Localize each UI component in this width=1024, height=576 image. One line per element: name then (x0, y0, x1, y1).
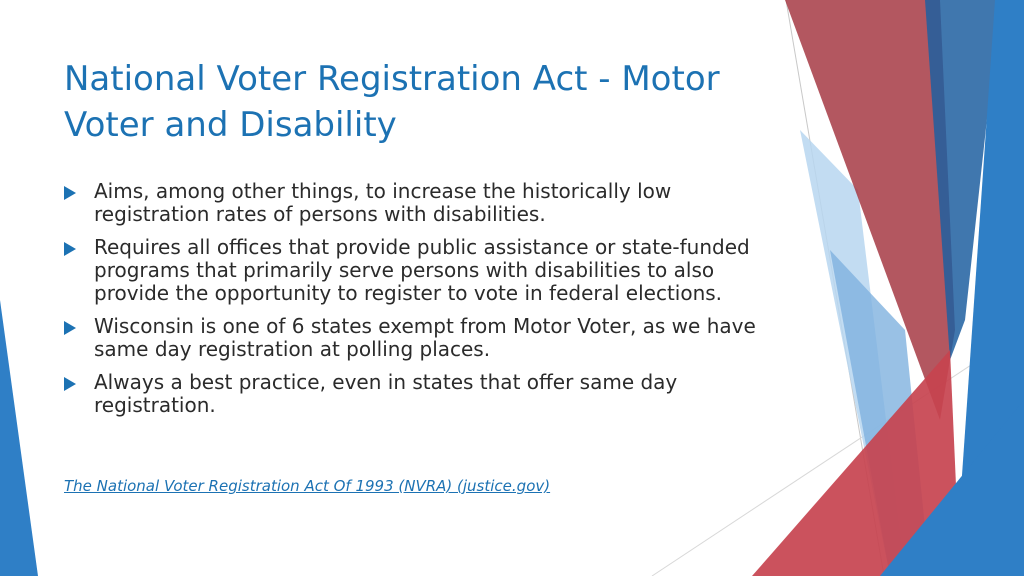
bullet-item (64, 371, 764, 417)
slide-title: National Voter Registration Act - Motor Voter and Disability (64, 59, 720, 145)
triangle-bullet-icon (64, 186, 76, 200)
bullet-text: Requires all offices that provide public assistance or state-funded programs that primarily serve persons with disabilities to also provide the opportunity to register to vote in federal elections. (94, 235, 750, 305)
bullet-item (64, 236, 764, 305)
triangle-bullet-icon (64, 377, 76, 391)
deco-blue-left (0, 300, 38, 576)
bullet-list (64, 180, 764, 427)
bullet-item (64, 315, 764, 361)
bullet-item (64, 180, 764, 226)
bullet-text: Aims, among other things, to increase the historically low registration rates of persons with disabilities. (94, 179, 672, 226)
bullet-text: Wisconsin is one of 6 states exempt from Motor Voter, as we have same day registration at polling places. (94, 314, 756, 361)
nvra-link[interactable]: The National Voter Registration Act Of 1993 (NVRA) (justice.gov) (64, 477, 551, 495)
triangle-bullet-icon (64, 242, 76, 256)
bullet-text: Always a best practice, even in states that offer same day registration. (94, 370, 678, 417)
triangle-bullet-icon (64, 321, 76, 335)
